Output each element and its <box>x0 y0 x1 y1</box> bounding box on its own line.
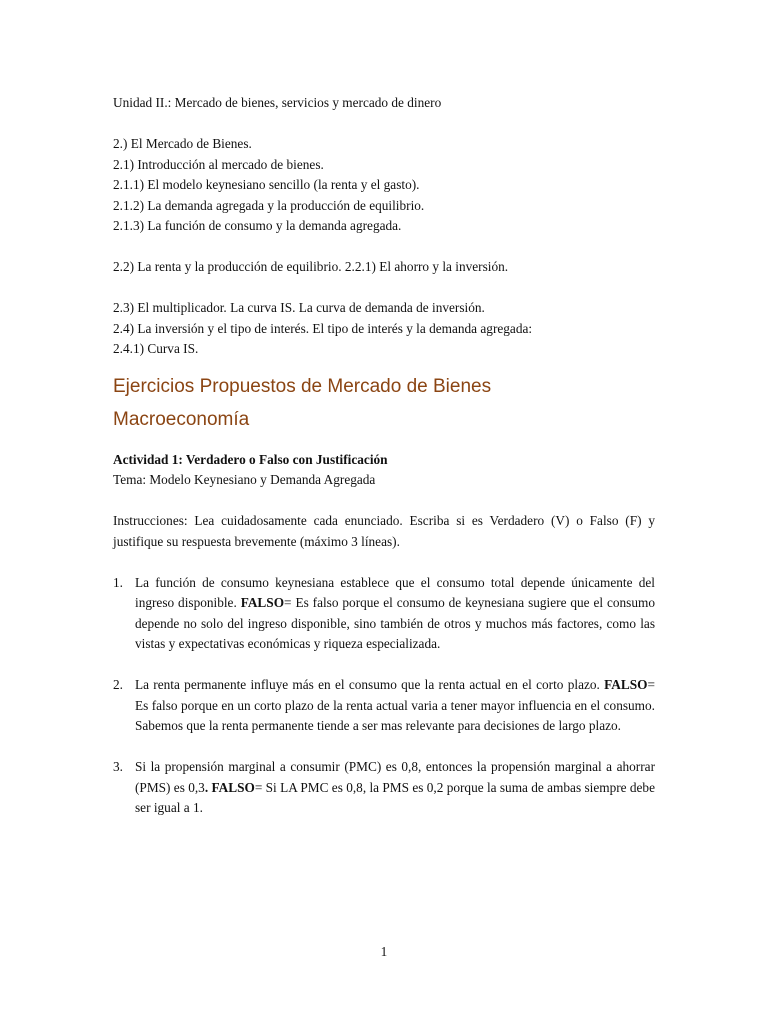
item-statement: La renta permanente influye más en el consumo que la renta actual en el corto plazo. <box>135 677 605 692</box>
item-number: 3. <box>113 759 123 774</box>
instructions-text: Instrucciones: Lea cuidadosamente cada enunciado. Escriba si es Verdadero (V) o Falso (F) y justifique su respuesta brevemente (máximo 3 líneas). <box>113 513 655 549</box>
page-number: 1 <box>380 944 388 959</box>
list-item <box>113 757 655 819</box>
item-justification: = Es falso porque el consumo de keynesiana sugiere que el consumo depende no solo del ingreso disponible, sino también de otros y muchos más factores, como las vistas y expectativas económicas y riqueza especializada. <box>135 595 655 651</box>
outline-item: 2.4) La inversión y el tipo de interés. El tipo de interés y la demanda agregada: <box>113 320 533 336</box>
item-number: 2. <box>113 677 123 692</box>
list-spacer <box>113 655 655 676</box>
item-statement: Si la propensión marginal a consumir (PMC) es 0,8, entonces la propensión marginal a ahorrar (PMS) es 0,3 <box>135 759 655 795</box>
unit-title: Unidad II.: Mercado de bienes, servicios y mercado de dinero <box>113 95 442 110</box>
outline-item: 2.) El Mercado de Bienes. <box>113 136 252 151</box>
list-item <box>113 573 655 655</box>
list-spacer <box>113 737 655 758</box>
outline-item: 2.1) Introducción al mercado de bienes. <box>113 156 324 172</box>
item-verdict: FALSO <box>604 677 648 692</box>
exercise-list <box>113 573 655 819</box>
document-page <box>113 93 655 819</box>
item-verdict: FALSO <box>240 595 285 610</box>
item-number: 1. <box>113 574 123 590</box>
item-justification: = Si LA PMC es 0,8, la PMS es 0,2 porque la suma de ambas siempre debe ser igual a 1. <box>135 779 655 815</box>
outline-item: 2.1.2) La demanda agregada y la producción de equilibrio. <box>113 197 425 213</box>
activity-topic: Tema: Modelo Keynesiano y Demanda Agregada <box>113 472 376 487</box>
activity-title: Actividad 1: Verdadero o Falso con Justificación <box>113 451 388 467</box>
item-statement: La función de consumo keynesiana establece que el consumo total depende únicamente del ingreso disponible. <box>135 574 655 610</box>
outline-item: 2.2) La renta y la producción de equilibrio. 2.2.1) El ahorro y la inversión. <box>113 259 509 274</box>
item-verdict: . FALSO <box>204 779 255 795</box>
list-item <box>113 675 655 737</box>
outline-item: 2.1.3) La función de consumo y la demanda agregada. <box>113 218 402 233</box>
outline-item: 2.3) El multiplicador. La curva IS. La curva de demanda de inversión. <box>113 300 485 315</box>
item-justification: = Es falso porque en un corto plazo de la renta actual varia a tener mayor influencia en el consumo. Sabemos que la renta permanente tiende a ser mas relevante para decisiones de largo plazo. <box>135 677 655 733</box>
outline-item: 2.4.1) Curva IS. <box>113 341 199 356</box>
section-heading-subject: Macroeconomía <box>113 408 250 430</box>
outline-item: 2.1.1) El modelo keynesiano sencillo (la renta y el gasto). <box>113 177 420 192</box>
section-heading: Ejercicios Propuestos de Mercado de Bienes <box>113 375 492 397</box>
